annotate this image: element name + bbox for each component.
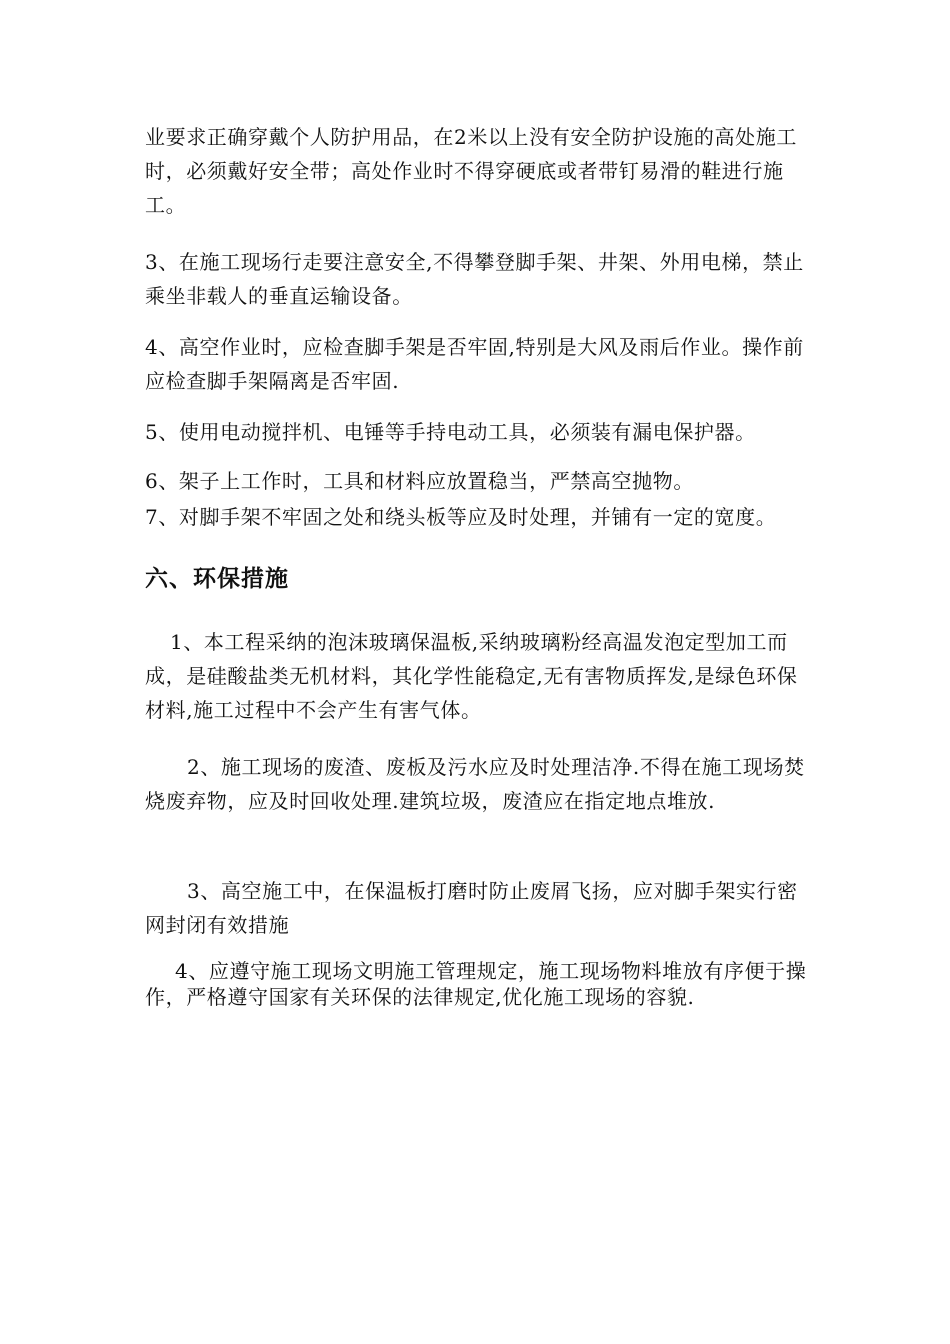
paragraph-item-5: 5、使用电动搅拌机、电锤等手持电动工具，必须装有漏电保护器。 [145,420,756,444]
paragraph-item-6: 6、架子上工作时，工具和材料应放置稳当，严禁高空抛物。 [145,469,694,493]
env-paragraph-4: 4、应遵守施工现场文明施工管理规定，施工现场物料堆放有序便于操作，严格遵守国家有关环保的法律规定,优化施工现场的容貌. [145,959,807,1009]
paragraph-item-3: 3、在施工现场行走要注意安全,不得攀登脚手架、井架、外用电梯，禁止乘坐非载人的垂直运输设备。 [145,250,804,308]
paragraph-item-4: 4、高空作业时，应检查脚手架是否牢固,特别是大风及雨后作业。操作前应检查脚手架隔离是否牢固. [145,335,804,393]
env-paragraph-2: 2、施工现场的废渣、废板及污水应及时处理洁净.不得在施工现场焚烧废弃物，应及时回收处理.建筑垃圾，废渣应在指定地点堆放. [145,755,805,813]
section-heading: 六、环保措施 [145,566,289,592]
paragraph-continuation: 业要求正确穿戴个人防护用品，在2米以上没有安全防护设施的高处施工时，必须戴好安全带；高处作业时不得穿硬底或者带钉易滑的鞋进行施工。 [145,125,797,217]
paragraph-item-7: 7、对脚手架不牢固之处和绕头板等应及时处理，并铺有一定的宽度。 [145,505,777,529]
env-paragraph-1: 1、本工程采纳的泡沫玻璃保温板,采纳玻璃粉经高温发泡定型加工而成，是硅酸盐类无机材料，其化学性能稳定,无有害物质挥发,是绿色环保材料,施工过程中不会产生有害气体。 [145,630,798,722]
env-paragraph-3: 3、高空施工中，在保温板打磨时防止废屑飞扬，应对脚手架实行密网封闭有效措施 [145,879,798,937]
